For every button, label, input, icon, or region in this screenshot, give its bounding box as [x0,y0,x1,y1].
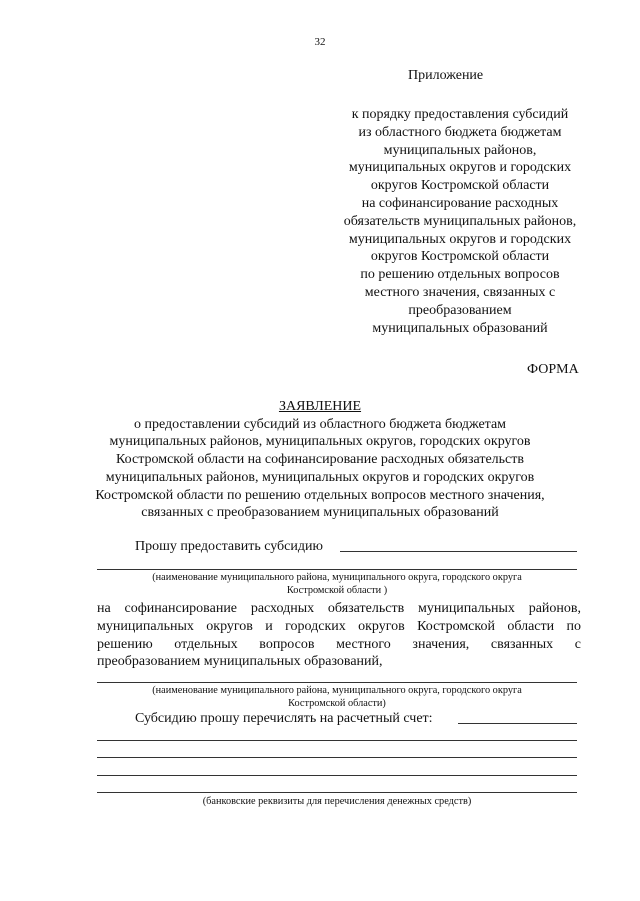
appendix-line: муниципальных образований [372,320,548,336]
document-heading [0,398,640,522]
heading-line: Костромской области по решению отдельных вопросов местного значения, [95,487,545,503]
bank-details-field[interactable] [97,757,577,758]
heading-line: муниципальных районов, муниципальных округов, городских округов [109,434,531,450]
form-label: ФОРМА [527,362,579,377]
purpose-paragraph [97,600,581,671]
municipality-caption-2: (наименование муниципального района, муниципального округа, городского округа Костромской области) [152,685,522,709]
appendix-line: преобразованием [408,302,512,318]
heading-line: о предоставлении субсидий из областного бюджета бюджетам [133,416,507,432]
purpose-line: решению отдельных вопросов местного значения, связанных с [97,636,581,652]
purpose-line: муниципальных округов и городских округов Костромской области по [97,618,581,634]
appendix-text [320,106,600,337]
heading-line: связанных с преобразованием муниципальных образований [141,505,499,521]
bank-details-field[interactable] [97,740,577,741]
appendix-line: по решению отдельных вопросов [360,267,560,283]
subsidy-amount-field[interactable] [340,551,577,552]
bank-details-field[interactable] [97,775,577,776]
appendix-line: муниципальных районов, [383,142,537,158]
municipality-caption: (наименование муниципального района, муниципального округа, городского округа Костромской области ) [152,572,522,596]
page-number: 32 [314,36,326,48]
appendix-line: муниципальных округов и городских [348,160,572,176]
appendix-line: из областного бюджета бюджетам [358,124,562,140]
appendix-line: на софинансирование расходных [361,195,559,211]
bank-details-caption: (банковские реквизиты для перечисления денежных средств) [202,796,472,807]
appendix-line: обязательств муниципальных районов, [343,213,577,229]
bank-details-field[interactable] [97,792,577,793]
request-label: Прошу предоставить субсидию [135,539,323,554]
appendix-line: к порядку предоставления субсидий [351,107,569,122]
appendix-line: округов Костромской области [370,249,550,265]
municipality-name-field[interactable] [97,569,577,570]
purpose-line: преобразованием муниципальных образований, [97,654,383,670]
transfer-label: Субсидию прошу перечислять на расчетный счет: [135,711,433,726]
heading-line: Костромской области на софинансирование расходных обязательств [116,452,524,468]
appendix-title: Приложение [408,68,484,83]
account-number-field[interactable] [458,723,577,724]
document-title: ЗАЯВЛЕНИЕ [278,399,362,414]
appendix-line: округов Костромской области [370,178,550,194]
appendix-line: местного значения, связанных с [364,284,556,300]
municipality-name-field-2[interactable] [97,682,577,683]
appendix-line: муниципальных округов и городских [348,231,572,247]
purpose-line: на софинансирование расходных обязательств муниципальных районов, [97,601,581,616]
heading-line: муниципальных районов, муниципальных округов и городских округов [105,469,535,485]
